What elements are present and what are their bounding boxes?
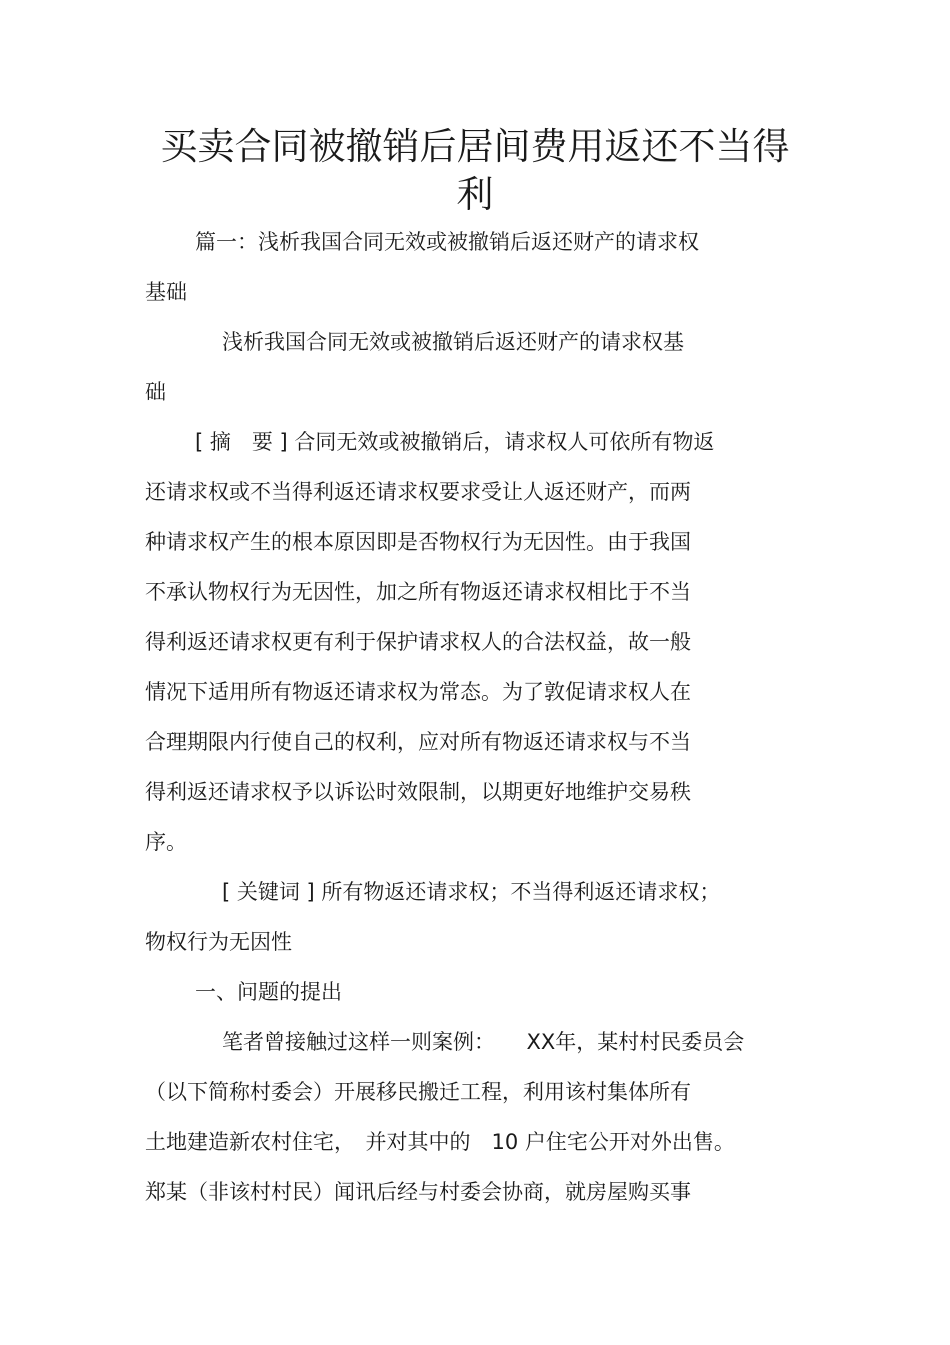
body-line: 郑某（非该村村民）闻讯后经与村委会协商，就房屋购买事 [145,1180,691,1204]
body-line: 还请求权或不当得利返还请求权要求受让人返还财产，而两 [145,480,691,504]
body-line: 情况下适用所有物返还请求权为常态。为了敦促请求权人在 [145,680,691,704]
document-title: 买卖合同被撤销后居间费用返还不当得 [160,125,790,168]
body-line: 合理期限内行使自己的权利，应对所有物返还请求权与不当 [145,730,691,754]
body-line: 土地建造新农村住宅， 并对其中的 10 户住宅公开对外出售。 [145,1130,735,1154]
body-line: 笔者曾接触过这样一则案例： XX年，某村村民委员会 [222,1030,745,1054]
keywords-line: [ 关键词 ] 所有物返还请求权；不当得利返还请求权； [222,880,721,904]
body-line: 不承认物权行为无因性，加之所有物返还请求权相比于不当 [145,580,691,604]
section-heading: 篇一：浅析我国合同无效或被撤销后返还财产的请求权 [195,230,699,254]
body-line: 得利返还请求权予以诉讼时效限制，以期更好地维护交易秩 [145,780,691,804]
document-title-continued: 利 [456,173,494,216]
body-line: 得利返还请求权更有利于保护请求权人的合法权益，故一般 [145,630,691,654]
abstract-line: [ 摘 要 ] 合同无效或被撤销后，请求权人可依所有物返 [195,430,715,454]
body-line: 基础 [145,280,187,304]
section-heading: 一、问题的提出 [195,980,342,1004]
article-title: 浅析我国合同无效或被撤销后返还财产的请求权基 [222,330,684,354]
body-line: 础 [145,380,166,404]
body-line: 种请求权产生的根本原因即是否物权行为无因性。由于我国 [145,530,691,554]
body-line: 物权行为无因性 [145,930,292,954]
body-line: 序。 [145,830,187,854]
body-line: （以下简称村委会）开展移民搬迁工程，利用该村集体所有 [145,1080,691,1104]
